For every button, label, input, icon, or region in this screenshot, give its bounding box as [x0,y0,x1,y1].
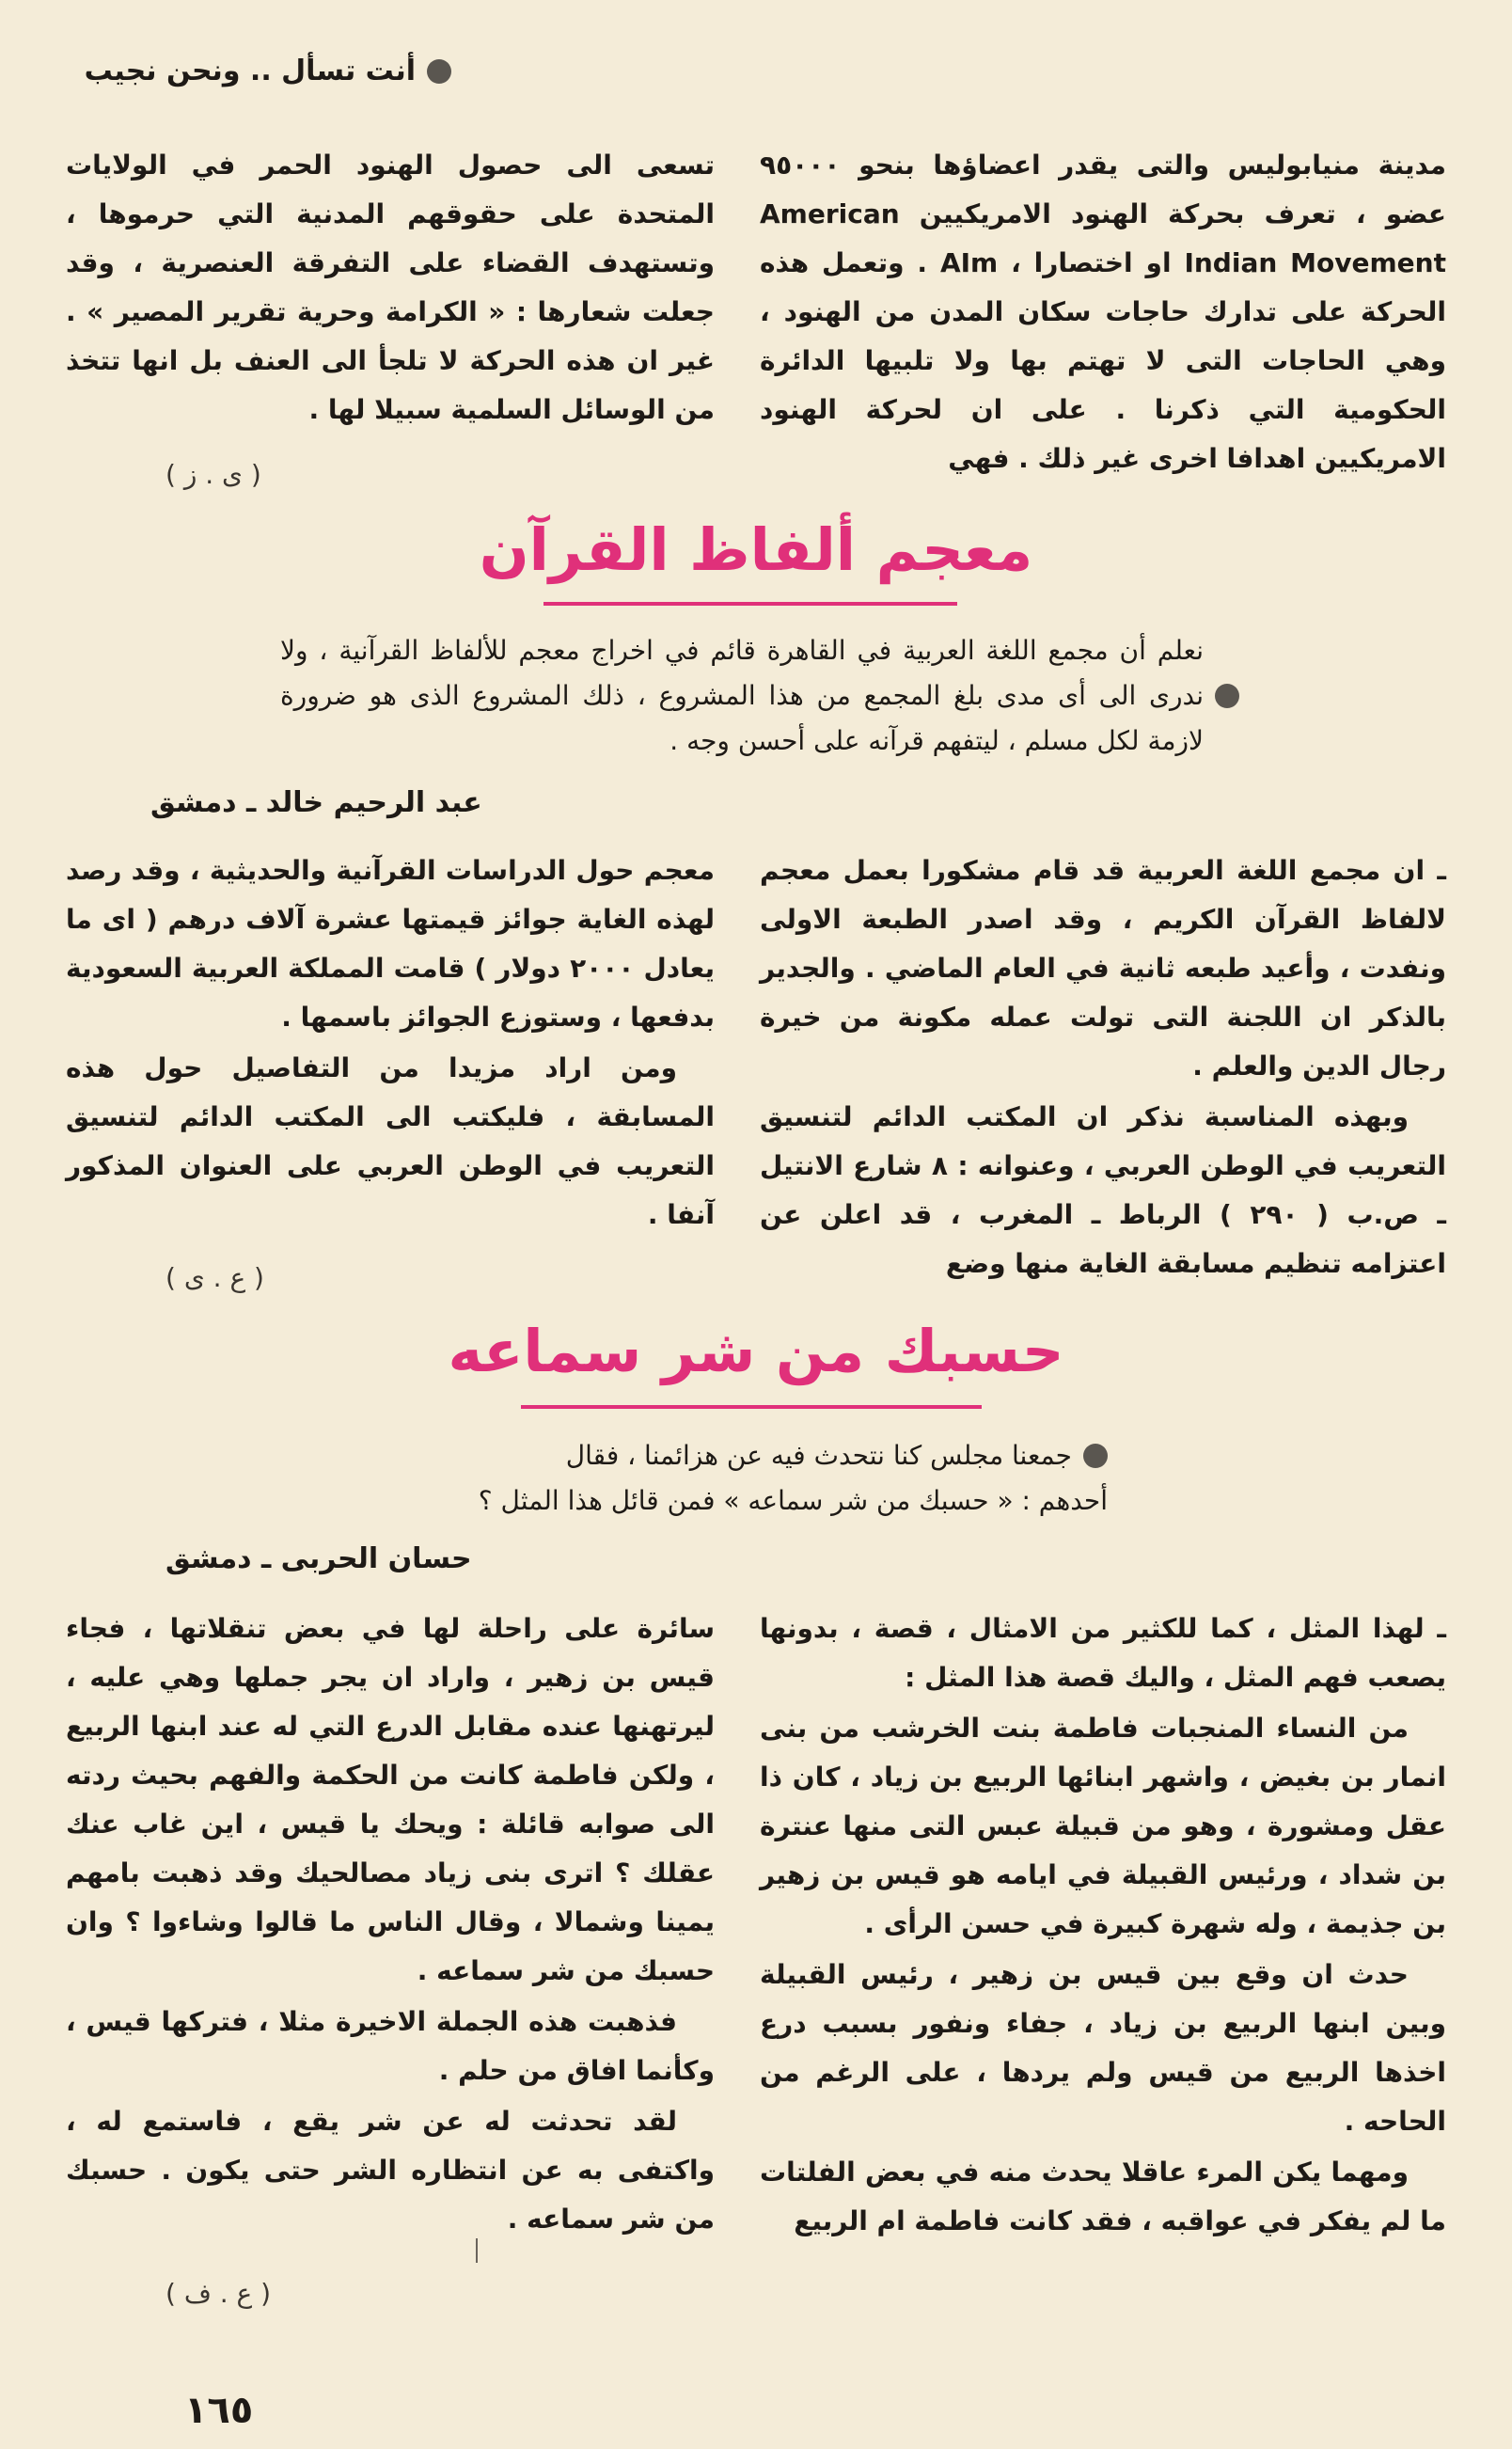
reader-question [280,1433,1108,1524]
paragraph: فذهبت هذه الجملة الاخيرة مثلا ، فتركها قيس ، وكأنما افاق من حلم . [66,2006,715,2086]
paragraph: ومهما يكن المرء عاقلا يحدث منه في بعض الفلتات ما لم يفكر في عواقبه ، فقد كانت فاطمة ام الربيع [760,2157,1446,2236]
bullet-icon [427,59,451,84]
paragraph: حدث ان وقع بين قيس بن زهير ، رئيس القبيلة وبين ابنها الربيع بن زياد ، جفاء ونفور بسبب درع اخذها الربيع من قيس ولم يردها ، على الرغم من الحاحه . [760,1959,1446,2137]
reader-question [280,628,1239,764]
paragraph: سائرة على راحلة لها في بعض تنقلاتها ، فجاء قيس بن زهير ، واراد ان يجر جملها وهي عليه ، ليرتهنها عنده مقابل الدرع التي له عند ابنها الربيع ، ولكن فاطمة كانت من الحكمة والفهم بحيث ردته الى صوابه قائلة : ويحك يا قيس ، اين غاب عنك عقلك ؟ اترى بنى زياد مصالحيك وقد ذهبت بامهم يمينا وشمالا ، وقال الناس ما قالوا وشاءوا ؟ وان حسبك من شر سماعه . [66,1613,715,1986]
running-header [85,55,451,87]
question-author: حسان الحربى ـ دمشق [165,1542,472,1575]
question-text: نعلم أن مجمع اللغة العربية في القاهرة قائم في اخراج معجم للألفاظ القرآنية ، ولا ندرى الى أى مدى بلغ المجمع من هذا المشروع ، ذلك المشروع الذى هو ضرورة لازمة لكل مسلم ، ليتفهم قرآنه على أحسن وجه . [280,635,1204,756]
section0-right-column [760,141,1446,483]
section0-left-column [66,141,715,434]
title-underline [543,602,957,606]
question-text: أحدهم : « حسبك من شر سماعه » فمن قائل هذا المثل ؟ [478,1485,1108,1516]
section-title: معجم ألفاظ القرآن [479,515,1033,584]
header-title: أنت تسأل .. ونحن نجيب [84,55,416,87]
section-title: حسبك من شر سماعه [448,1317,1064,1385]
paragraph: معجم حول الدراسات القرآنية والحديثية ، وقد رصد لهذه الغاية جوائز قيمتها عشرة آلاف درهم ( اى ما يعادل ٢٠٠٠ دولار ) قامت المملكة العربية السعودية بدفعها ، وستوزع الجوائز باسمها . [66,855,715,1033]
column-margin-mark [476,2238,478,2263]
section2-left-column [66,1604,715,2244]
paragraph: ـ لهذا المثل ، كما للكثير من الامثال ، قصة ، بدونها يصعب فهم المثل ، واليك قصة هذا المثل : [760,1613,1446,1693]
title-underline [521,1405,982,1409]
author-initials: ( ى . ز ) [165,459,261,490]
paragraph: من النساء المنجبات فاطمة بنت الخرشب من بنى انمار بن بغيض ، واشهر ابنائها الربيع بن زياد ، كان ذا عقل ومشورة ، وهو من قبيلة عبس التى منها عنترة بن شداد ، ورئيس القبيلة في ايامه هو قيس بن زهير بن جذيمة ، وله شهرة كبيرة في حسن الرأى . [760,1713,1446,1939]
bullet-icon [1083,1444,1108,1468]
author-initials: ( ع . ف ) [165,2278,272,2309]
paragraph: تسعى الى حصول الهنود الحمر في الولايات المتحدة على حقوقهم المدنية التي حرموها ، وتستهدف القضاء على التفرقة العنصرية ، وقد جعلت شعارها : « الكرامة وحرية تقرير المصير » . غير ان هذه الحركة لا تلجأ الى العنف بل انها تتخذ من الوسائل السلمية سبيلا لها . [66,150,715,425]
paragraph: ومن اراد مزيدا من التفاصيل حول هذه المسابقة ، فليكتب الى المكتب الدائم لتنسيق التعريب في الوطن العربي على العنوان المذكور آنفا . [66,1052,715,1230]
bullet-icon [1215,684,1239,708]
section2-right-column [760,1604,1446,2246]
paragraph: لقد تحدثت له عن شر يقع ، فاستمع له ، واكتفى به عن انتظاره الشر حتى يكون . حسبك من شر سماعه . [66,2106,715,2235]
author-initials: ( ع . ى ) [165,1262,264,1293]
question-text: جمعنا مجلس كنا نتحدث فيه عن هزائمنا ، فقال [565,1440,1072,1471]
paragraph: مدينة منيابوليس والتى يقدر اعضاؤها بنحو ٩٥٠٠٠ عضو ، تعرف بحركة الهنود الامريكيين American Indian Movement او اختصارا ، AIm . وتعمل هذه الحركة على تدارك حاجات سكان المدن من الهنود ، وهي الحاجات التى لا تهتم بها ولا تلبيها الدائرة الحكومية التي ذكرنا . على ان لحركة الهنود الامريكيين اهدافا اخرى غير ذلك . فهي [760,150,1446,474]
section1-left-column [66,846,715,1240]
page-number: ١٦٥ [184,2389,254,2432]
paragraph: وبهذه المناسبة نذكر ان المكتب الدائم لتنسيق التعريب في الوطن العربي ، وعنوانه : ٨ شارع الانتيل ـ ص.ب ( ٢٩٠ ) الرباط ـ المغرب ، قد اعلن عن اعتزامه تنظيم مسابقة الغاية منها وضع [760,1101,1446,1279]
question-author: عبد الرحيم خالد ـ دمشق [150,786,482,819]
paragraph: ـ ان مجمع اللغة العربية قد قام مشكورا بعمل معجم لالفاظ القرآن الكريم ، وقد اصدر الطبعة الاولى ونفدت ، وأعيد طبعه ثانية في العام الماضي . والجدير بالذكر ان اللجنة التى تولت عمله مكونة من خيرة رجال الدين والعلم . [760,855,1446,1082]
section1-right-column [760,846,1446,1288]
